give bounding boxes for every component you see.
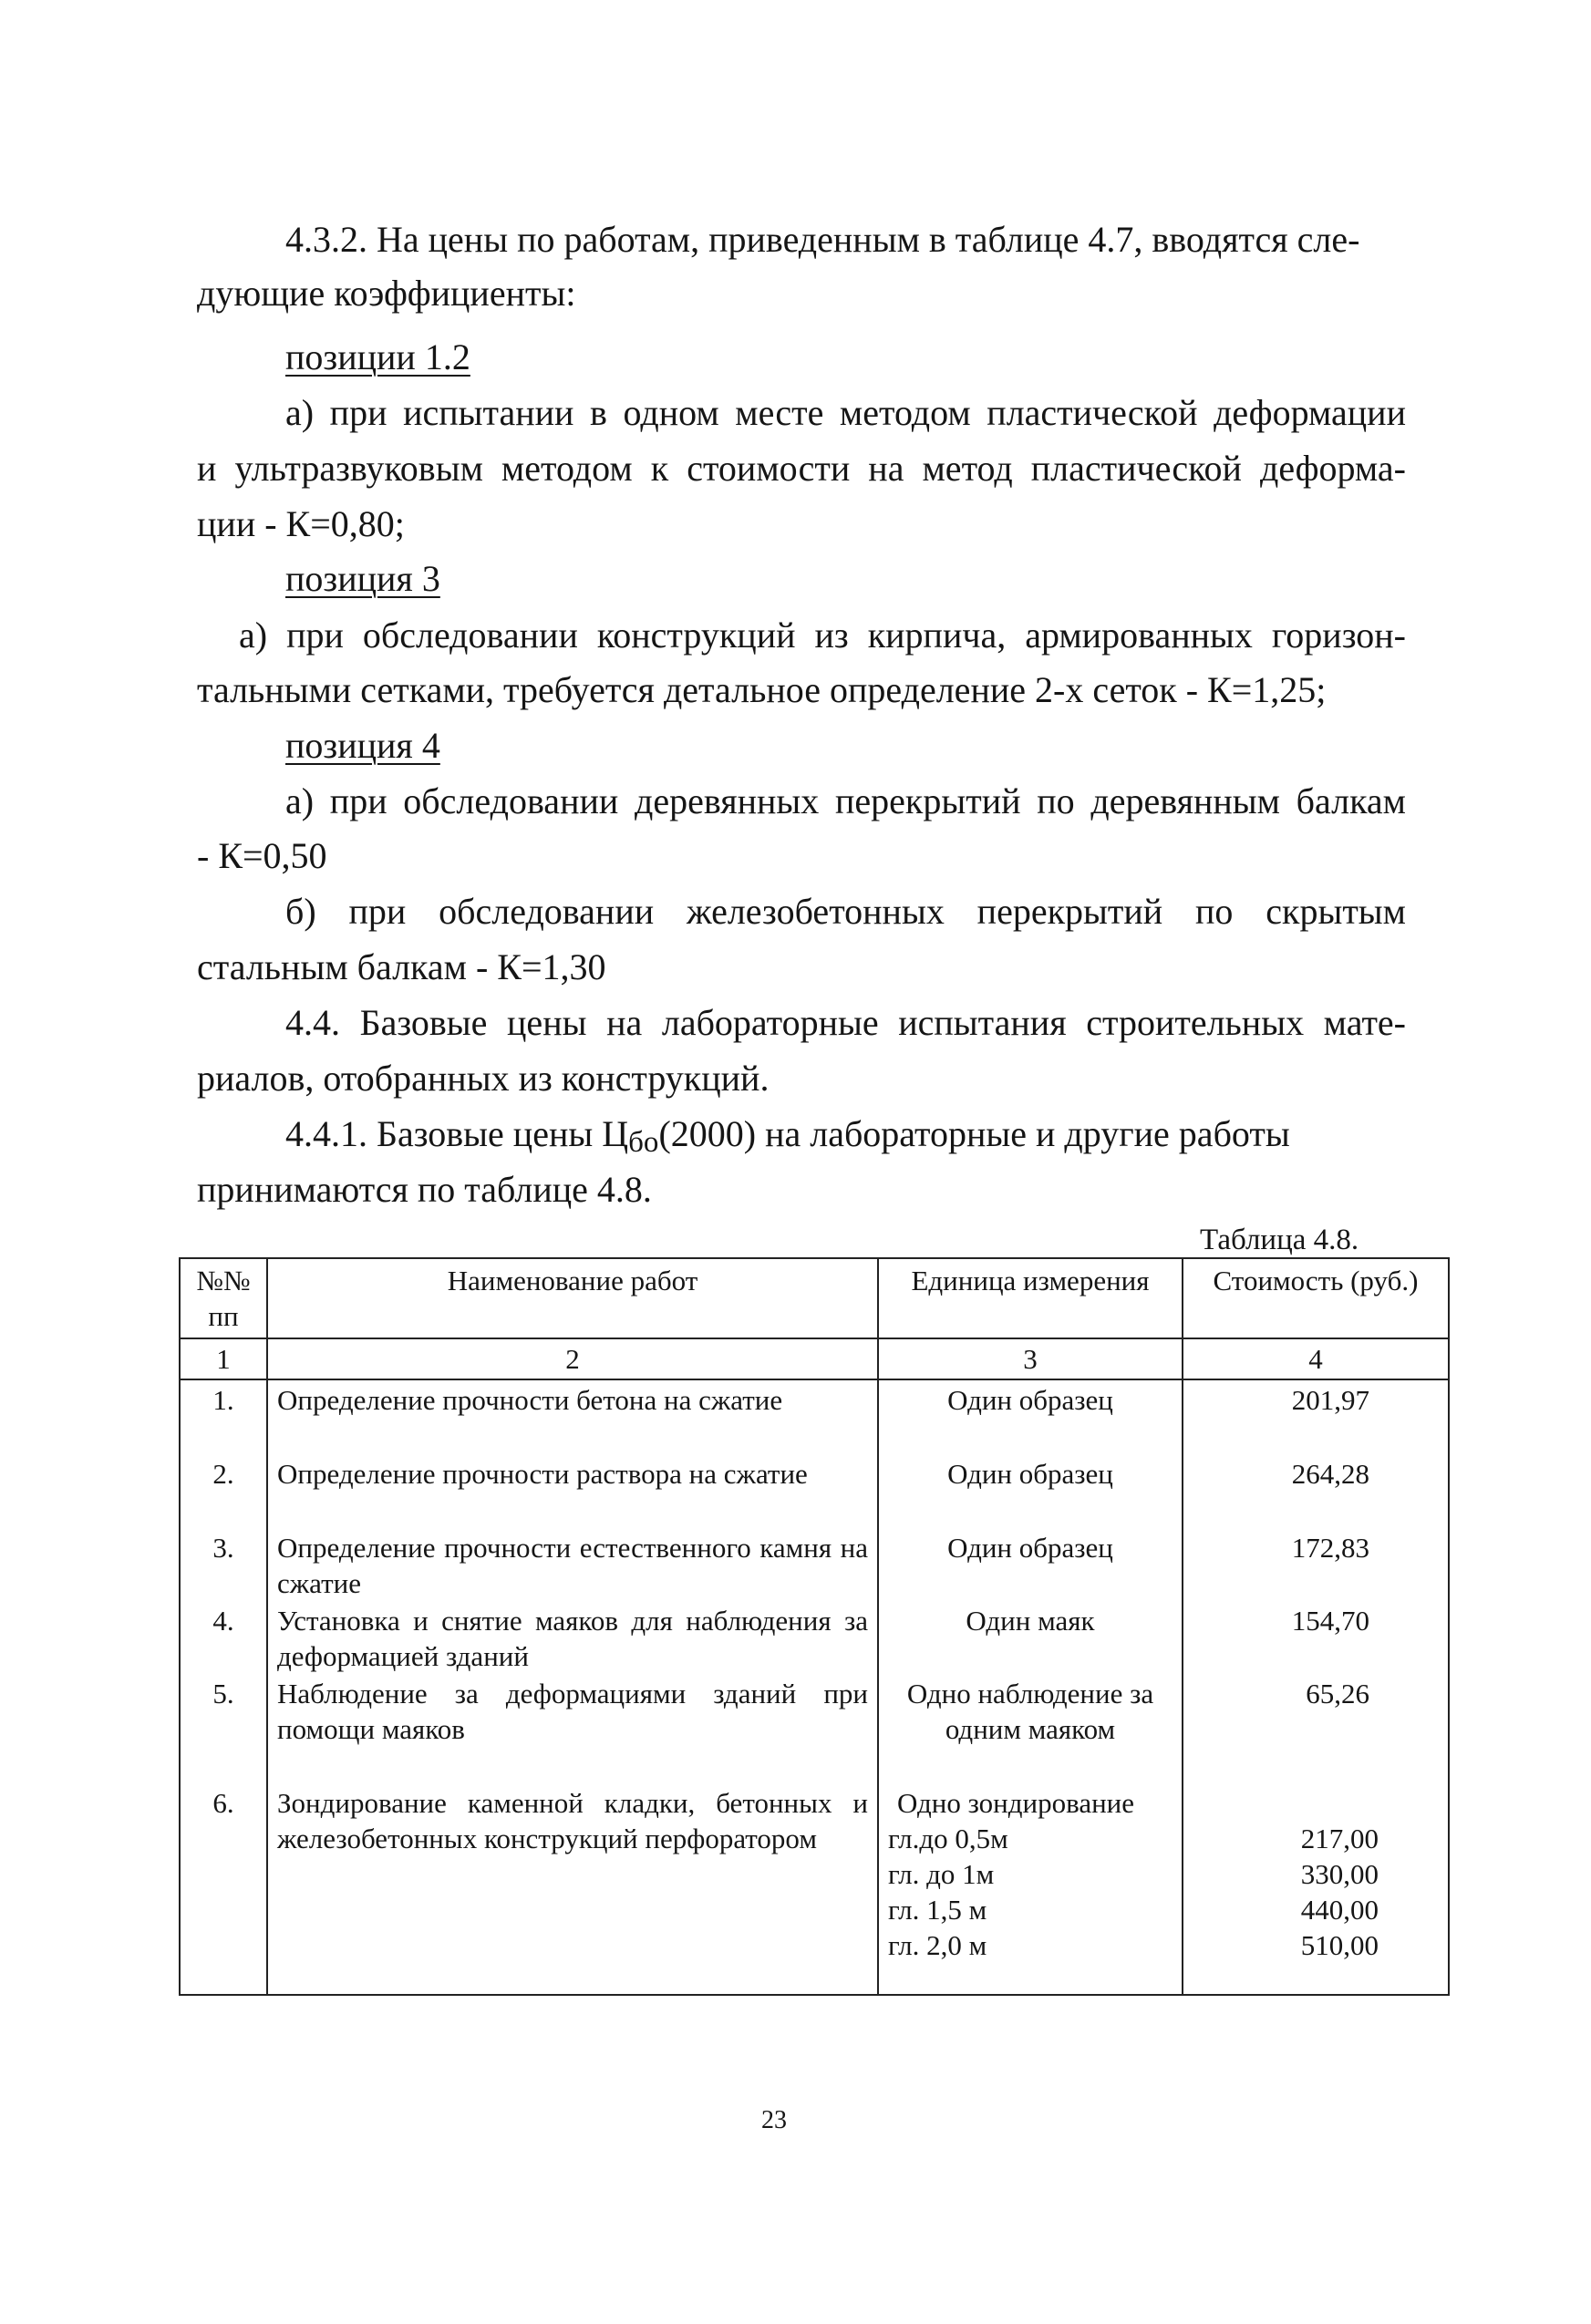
price-table [179, 1257, 1448, 1996]
paragraph-pos12-a-line3: ции - К=0,80; [197, 503, 405, 544]
header-unit: Единица измерения [878, 1258, 1183, 1338]
sub-price: 330,00 [1300, 1858, 1379, 1890]
paragraph-pos3-a-line1: а) при обследовании конструкций из кирпича, армированных горизон- [239, 615, 1406, 656]
row-price: 172,83 [1183, 1528, 1449, 1601]
paragraph-4-4-line2: риалов, отобранных из конструкций. [197, 1058, 770, 1099]
table-header-row [180, 1258, 1449, 1338]
table-row [180, 1528, 1449, 1601]
colnum-3: 3 [878, 1338, 1183, 1379]
paragraph-pos12-a-line2: и ультразвуковым методом к стоимости на метод пластической деформа- [197, 448, 1406, 489]
unit-title: Одно зондирование [897, 1787, 1135, 1819]
header-work-name: Наименование работ [267, 1258, 878, 1338]
row-price: 201,97 [1183, 1379, 1449, 1418]
heading-position-4: позиция 4 [285, 725, 440, 766]
sub-unit: гл. до 1м [888, 1858, 995, 1890]
row-work-name: Наблюдение за деформациями зданий при помощи маяков [267, 1674, 878, 1747]
row-work-name: Зондирование каменной кладки, бетонных и железобетонных конструкций перфоратором [267, 1783, 878, 1995]
row-price: 264,28 [1183, 1454, 1449, 1492]
sub-unit: гл. 2,0 м [888, 1929, 987, 1961]
row-unit: Одно наблюдение за одним маяком [878, 1674, 1183, 1747]
paragraph-4-4-line1: 4.4. Базовые цены на лабораторные испытания строительных мате- [285, 1002, 1406, 1043]
sub-unit: гл. 1,5 м [888, 1894, 987, 1926]
row-unit: Один образец [878, 1528, 1183, 1601]
table-row [180, 1674, 1449, 1747]
paragraph-pos4-a-line2: - К=0,50 [197, 835, 327, 876]
row-unit: Один маяк [878, 1601, 1183, 1674]
heading-position-3: позиция 3 [285, 558, 440, 599]
header-price: Стоимость (руб.) [1183, 1258, 1449, 1338]
p441-lead [285, 1108, 1290, 1169]
table-row [180, 1454, 1449, 1492]
table-row [180, 1379, 1449, 1418]
paragraph-4-3-2-line1: 4.3.2. На цены по работам, приведенным в таблице 4.7, вводятся сле- [285, 219, 1360, 260]
p441-text-b: (2000) на лабораторные и другие работы [658, 1113, 1290, 1154]
paragraph-pos4-b-line2: стальным балкам - К=1,30 [197, 946, 606, 987]
sub-price: 510,00 [1300, 1929, 1379, 1961]
colnum-1: 1 [180, 1338, 267, 1379]
heading-positions-1-2: позиции 1.2 [285, 336, 470, 377]
row-work-name: Определение прочности бетона на сжатие [267, 1379, 878, 1418]
paragraph-4-4-1-line1 [285, 1108, 1406, 1169]
table-spacer [180, 1747, 1449, 1783]
header-number: №№ пп [180, 1258, 267, 1338]
page-number: 23 [761, 2106, 787, 2134]
sub-unit: гл.до 0,5м [888, 1823, 1008, 1854]
row-number: 2. [180, 1454, 267, 1492]
row-work-name: Установка и снятие маяков для наблюдения за деформацией зданий [267, 1601, 878, 1674]
table-spacer [180, 1492, 1449, 1528]
colnum-4: 4 [1183, 1338, 1449, 1379]
p441-text-a: 4.4.1. Базовые цены Ц [285, 1113, 629, 1154]
paragraph-pos12-a-line1: а) при испытании в одном месте методом пластической деформации [285, 392, 1406, 433]
paragraph-pos4-a-line1: а) при обследовании деревянных перекрытий по деревянным балкам [285, 780, 1406, 821]
colnum-2: 2 [267, 1338, 878, 1379]
row-number: 3. [180, 1528, 267, 1601]
paragraph-4-3-2-line2: дующие коэффициенты: [197, 273, 576, 314]
row-price-list [1183, 1783, 1449, 1995]
table-row [180, 1601, 1449, 1674]
row-unit-list [878, 1783, 1183, 1995]
row-number: 4. [180, 1601, 267, 1674]
row-number: 5. [180, 1674, 267, 1747]
paragraph-pos4-b-line1: б) при обследовании железобетонных перекрытий по скрытым [285, 891, 1406, 932]
sub-price: 217,00 [1300, 1823, 1379, 1854]
row-work-name: Определение прочности естественного камня на сжатие [267, 1528, 878, 1601]
row-unit: Один образец [878, 1454, 1183, 1492]
row-number: 6. [180, 1783, 267, 1995]
table-spacer [180, 1418, 1449, 1454]
paragraph-pos3-a-line2: тальными сетками, требуется детальное определение 2-х сеток - К=1,25; [197, 669, 1327, 710]
row-unit: Один образец [878, 1379, 1183, 1418]
table-row-6 [180, 1783, 1449, 1995]
sub-price: 440,00 [1300, 1894, 1379, 1926]
table-column-number-row [180, 1338, 1449, 1379]
row-price: 154,70 [1183, 1601, 1449, 1674]
p441-subscript: бо [628, 1126, 659, 1159]
table-caption: Таблица 4.8. [1200, 1224, 1359, 1256]
row-number: 1. [180, 1379, 267, 1418]
table-4-8 [179, 1257, 1450, 1996]
paragraph-4-4-1-line2: принимаются по таблице 4.8. [197, 1169, 652, 1210]
price-spacer [1193, 1785, 1379, 1821]
row-price: 65,26 [1183, 1674, 1449, 1747]
row-work-name: Определение прочности раствора на сжатие [267, 1454, 878, 1492]
